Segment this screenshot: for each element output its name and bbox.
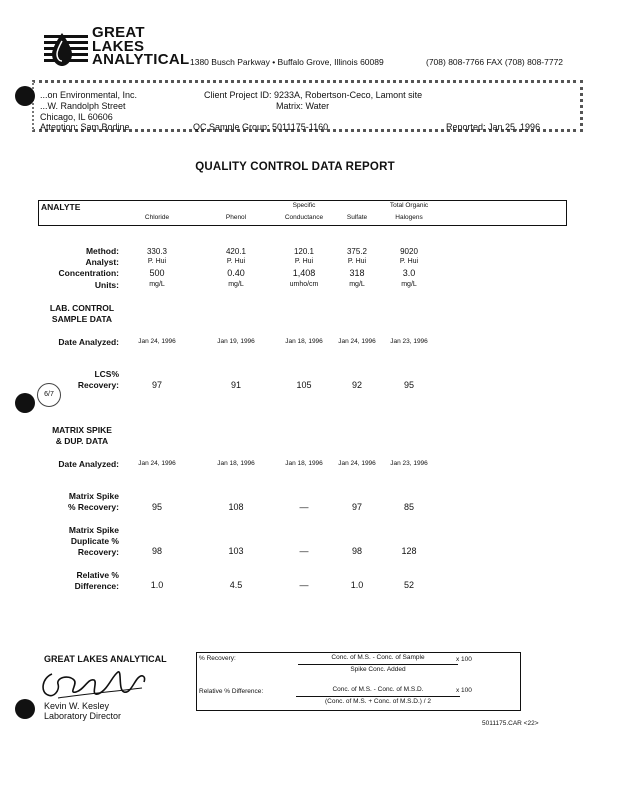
hole-punch-top <box>15 86 35 106</box>
lcs-date-phenol: Jan 19, 1996 <box>217 338 255 345</box>
analyte-label: ANALYTE <box>41 202 81 212</box>
rpd-factor: x 100 <box>456 687 472 694</box>
method-conductance: 120.1 <box>293 247 315 256</box>
lcs-recovery-conductance: 105 <box>296 380 312 390</box>
rpd-formula-label: Relative % Difference: <box>199 688 264 695</box>
units-tox: mg/L <box>401 281 417 288</box>
lcs-recovery-label-line2: Recovery: <box>77 380 119 390</box>
lcs-date-sulfate: Jan 24, 1996 <box>338 338 376 345</box>
lcs-recovery-chloride: 97 <box>151 380 162 390</box>
recovery-fraction-bar <box>298 664 458 665</box>
units-sulfate: mg/L <box>349 281 365 288</box>
ms-recovery-conductance: — <box>299 502 309 512</box>
method-tox: 9020 <box>400 247 418 256</box>
signer-title: Laboratory Director <box>44 711 122 721</box>
ms-recovery-label-line1: Matrix Spike <box>68 491 119 501</box>
ms-heading-line1: MATRIX SPIKE <box>52 425 112 435</box>
msd-recovery-tox: 128 <box>401 546 417 556</box>
msd-label-line1: Matrix Spike <box>68 525 119 535</box>
qc-sample-group: QC Sample Group: 5011175-1160 <box>193 122 329 132</box>
recovery-factor: x 100 <box>456 656 472 663</box>
rpd-label-line2: Difference: <box>74 581 119 591</box>
client-street: ...W. Randolph Street <box>40 101 126 111</box>
rpd-phenol: 4.5 <box>229 580 243 590</box>
msd-recovery-chloride: 98 <box>151 546 162 556</box>
conc-phenol: 0.40 <box>227 268 245 278</box>
report-title: QUALITY CONTROL DATA REPORT <box>195 161 395 173</box>
col-conductance-line2: Conductance <box>284 214 324 221</box>
msd-recovery-conductance: — <box>299 546 309 556</box>
method-label: Method: <box>85 246 119 256</box>
rpd-numerator: Conc. of M.S. - Conc. of M.S.D. <box>332 686 424 693</box>
msd-recovery-phenol: 103 <box>228 546 244 556</box>
col-phenol: Phenol <box>225 214 247 221</box>
lcs-recovery-tox: 95 <box>403 380 414 390</box>
footer-company: GREAT LAKES ANALYTICAL <box>44 654 167 664</box>
col-conductance-line1: Specific <box>292 202 316 209</box>
ms-recovery-chloride: 95 <box>151 502 162 512</box>
analyst-phenol: P. Hui <box>226 258 246 265</box>
client-company: ...on Environmental, Inc. <box>40 90 138 100</box>
rpd-label-line1: Relative % <box>76 570 119 580</box>
conc-chloride: 500 <box>149 268 165 278</box>
msd-recovery-sulfate: 98 <box>351 546 362 556</box>
rpd-denominator: (Conc. of M.S. + Conc. of M.S.D.) / 2 <box>324 698 432 705</box>
sample-matrix: Matrix: Water <box>276 101 330 111</box>
lcs-recovery-label-line1: LCS% <box>94 369 119 379</box>
ms-date-sulfate: Jan 24, 1996 <box>338 460 376 467</box>
col-sulfate: Sulfate <box>346 214 368 221</box>
company-logo <box>92 26 189 67</box>
ms-date-phenol: Jan 18, 1996 <box>217 460 255 467</box>
logo-line-1: GREAT <box>92 24 145 41</box>
signer-name: Kevin W. Kesley <box>44 701 110 711</box>
conc-sulfate: 318 <box>349 268 365 278</box>
lcs-heading-line2: SAMPLE DATA <box>51 314 113 324</box>
conc-tox: 3.0 <box>402 268 416 278</box>
ms-recovery-sulfate: 97 <box>351 502 362 512</box>
lcs-date-conductance: Jan 18, 1996 <box>285 338 323 345</box>
rpd-tox: 52 <box>403 580 414 590</box>
lcs-recovery-sulfate: 92 <box>351 380 362 390</box>
col-tox-line2: Halogens <box>395 214 423 221</box>
lcs-recovery-phenol: 91 <box>230 380 241 390</box>
recovery-denominator: Spike Conc. Added <box>350 666 406 673</box>
units-phenol: mg/L <box>228 281 244 288</box>
analyst-conductance: P. Hui <box>294 258 314 265</box>
ms-date-conductance: Jan 18, 1996 <box>285 460 323 467</box>
lcs-date-tox: Jan 23, 1996 <box>390 338 428 345</box>
ms-date-chloride: Jan 24, 1996 <box>138 460 176 467</box>
rpd-sulfate: 1.0 <box>350 580 364 590</box>
ms-date-label: Date Analyzed: <box>58 459 119 469</box>
conc-conductance: 1,408 <box>292 268 316 278</box>
recovery-formula-label: % Recovery: <box>199 655 236 662</box>
hole-punch-middle <box>15 393 35 413</box>
analyst-label: Analyst: <box>85 257 119 267</box>
concentration-label: Concentration: <box>58 268 119 278</box>
units-chloride: mg/L <box>149 281 165 288</box>
msd-label-line3: Recovery: <box>77 547 119 557</box>
ms-recovery-tox: 85 <box>403 502 414 512</box>
analyst-chloride: P. Hui <box>147 258 167 265</box>
ms-date-tox: Jan 23, 1996 <box>390 460 428 467</box>
col-chloride: Chloride <box>144 214 170 221</box>
report-date: Reported: Jan 25, 1996 <box>446 122 541 132</box>
client-city: Chicago, IL 60606 <box>40 112 113 122</box>
analyst-sulfate: P. Hui <box>347 258 367 265</box>
rpd-fraction-bar <box>296 696 460 697</box>
lcs-date-chloride: Jan 24, 1996 <box>138 338 176 345</box>
ms-recovery-phenol: 108 <box>228 502 244 512</box>
hole-punch-bottom <box>15 699 35 719</box>
units-conductance: umho/cm <box>289 281 319 288</box>
units-label: Units: <box>94 280 119 290</box>
page-reference: 5011175.CAR <22> <box>482 720 539 727</box>
signature-icon <box>38 668 158 704</box>
lab-phone: (708) 808-7766 FAX (708) 808-7772 <box>426 57 564 67</box>
logo-line-3: ANALYTICAL <box>92 51 190 68</box>
ms-heading-line2: & DUP. DATA <box>55 436 109 446</box>
lcs-date-label: Date Analyzed: <box>58 337 119 347</box>
logo-line-2: LAKES <box>92 37 145 55</box>
method-phenol: 420.1 <box>225 247 247 256</box>
initials-stamp: 6/7 <box>37 383 61 407</box>
col-tox-line1: Total Organic <box>389 202 429 209</box>
method-chloride: 330.3 <box>146 247 168 256</box>
recovery-numerator: Conc. of M.S. - Conc. of Sample <box>331 654 425 661</box>
lab-address: 1380 Busch Parkway • Buffalo Grove, Illinois 60089 <box>190 57 384 67</box>
client-attention: Attention: Sam Bodine <box>40 122 130 132</box>
analyst-tox: P. Hui <box>399 258 419 265</box>
client-project: Client Project ID: 9233A, Robertson-Ceco, Lamont site <box>204 90 423 100</box>
logo-mark-icon <box>44 33 88 67</box>
rpd-conductance: — <box>299 580 309 590</box>
method-sulfate: 375.2 <box>346 247 368 256</box>
msd-label-line2: Duplicate % <box>70 536 119 546</box>
lcs-heading-line1: LAB. CONTROL <box>49 303 115 313</box>
ms-recovery-label-line2: % Recovery: <box>67 502 119 512</box>
rpd-chloride: 1.0 <box>150 580 164 590</box>
